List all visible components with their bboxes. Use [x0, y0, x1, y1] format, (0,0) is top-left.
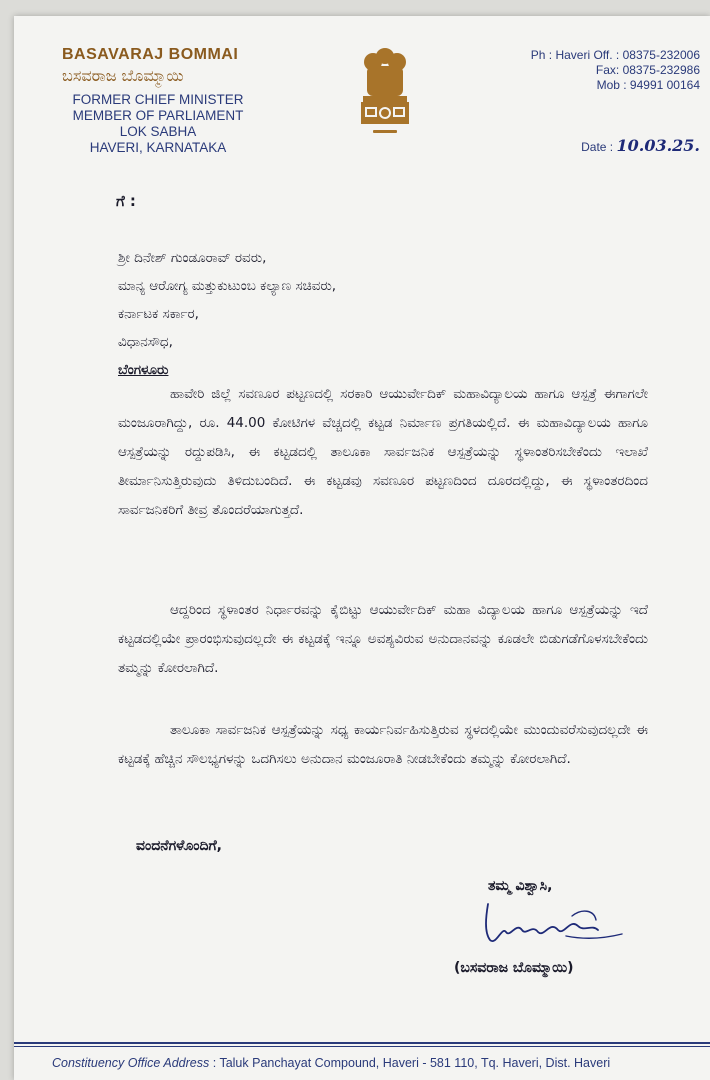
state-emblem-icon — [349, 44, 421, 144]
letter-sheet — [14, 16, 710, 1080]
address-line: ಶ್ರೀ ದಿನೇಶ್ ಗುಂಡೂರಾವ್ ರವರು, — [118, 250, 267, 266]
yours-faithfully: ತಮ್ಮ ವಿಶ್ವಾಸಿ, — [488, 878, 553, 894]
body-paragraph-3: ತಾಲೂಕಾ ಸಾರ್ವಜನಿಕ ಆಸ್ಪತ್ರೆಯನ್ನು ಸಧ್ಯ ಕಾರ್ಯನಿರ್ವಹಿಸುತ್ತಿರುವ ಸ್ಥಳದಲ್ಲಿಯೇ ಮುಂದುವರೆಸುವುದಲ್ಲದೇ ಈ ಕಟ್ಟಡಕ್ಕೆ ಹೆಚ್ಚಿನ ಸೌಲಭ್ಯಗಳನ್ನು ಒದಗಿಸಲು ಅನುದಾನ ಮಂಜೂರಾತಿ ನೀಡಬೇಕೆಂದು ತಮ್ಮನ್ನು ಕೋರಲಾಗಿದೆ. — [118, 722, 648, 767]
recipient-label: ಗೆ : — [116, 192, 136, 210]
address-line: ಮಾನ್ಯ ಆರೋಗ್ಯ ಮತ್ತುಕುಟುಂಬ ಕಲ್ಯಾಣ ಸಚಿವರು, — [118, 278, 337, 294]
contact-mobile: Mob : 94991 00164 — [596, 78, 700, 92]
letterhead-name-english: BASAVARAJ BOMMAI — [62, 46, 239, 63]
designation-line: HAVERI, KARNATAKA — [89, 140, 227, 155]
body-paragraph-2: ಆದ್ದರಿಂದ ಸ್ಥಳಾಂತರ ನಿರ್ಧಾರವನ್ನು ಕೈಬಿಟ್ಟು ಆಯುರ್ವೇದಿಕ್ ಮಹಾ ವಿದ್ಯಾಲಯ ಹಾಗೂ ಆಸ್ಪತ್ರೆಯನ್ನು ಇದೆ ಕಟ್ಟಡದಲ್ಲಿಯೇ ಪ್ರಾರಂಭಿಸುವುದಲ್ಲದೇ ಈ ಕಟ್ಟಡಕ್ಕೆ ಇನ್ನೂ ಅವಶ್ಯವಿರುವ ಅನುದಾನವನ್ನು ಕೂಡಲೇ ಬಿಡುಗಡೆಗೊಳಸಬೇಕೆಂದು ತಮ್ಮನ್ನು ಕೋರಲಾಗಿದೆ. — [118, 602, 648, 676]
designation-line: MEMBER OF PARLIAMENT — [72, 108, 244, 123]
designation-line: FORMER CHIEF MINISTER — [72, 92, 244, 107]
footer-label: Constituency Office Address — [52, 1056, 210, 1070]
recipient-address — [118, 244, 336, 384]
address-line: ಕರ್ನಾಟಕ ಸರ್ಕಾರ, — [118, 306, 199, 322]
footer-divider — [14, 1042, 710, 1044]
body-paragraph-1: ಹಾವೇರಿ ಜಿಲ್ಲೆ ಸವಣೂರ ಪಟ್ಟಣದಲ್ಲಿ ಸರಕಾರಿ ಆಯುರ್ವೇದಿಕ್ ಮಹಾವಿದ್ಯಾಲಯ ಹಾಗೂ ಆಸ್ಪತ್ರೆ ಈಗಾಗಲೇ ಮಂಜೂರಾಗಿದ್ದು, ರೂ. 44.00 ಕೋಟಿಗಳ ವೆಚ್ಚದಲ್ಲಿ ಕಟ್ಟಡ ನಿರ್ಮಾಣ ಪ್ರಗತಿಯಲ್ಲಿದೆ. ಈ ಮಹಾವಿದ್ಯಾಲಯ ಹಾಗೂ ಆಸ್ಪತ್ರೆಯನ್ನು ರದ್ದುಪಡಿಸಿ, ಈ ಕಟ್ಟಡದಲ್ಲಿ ತಾಲೂಕಾ ಸಾರ್ವಜನಿಕ ಆಸ್ಪತ್ರೆಯನ್ನು ಸ್ಥಳಾಂತರಿಸಬೇಕೆಂದು ಇಲಾಖೆ ತೀರ್ಮಾನಿಸುತ್ತಿರುವುದು ತಿಳಿದುಬಂದಿದೆ. ಈ ಕಟ್ಟಡವು ಸವಣೂರ ಪಟ್ಟಣದಿಂದ ದೂರದಲ್ಲಿದ್ದು, ಈ ಸ್ಥಳಾಂತರದಿಂದ ಸಾರ್ವಜನಿಕರಿಗೆ ತೀವ್ರ ತೊಂದರೆಯಾಗುತ್ತದೆ. — [118, 386, 648, 518]
letterhead-designation — [58, 92, 258, 156]
designation-line: LOK SABHA — [119, 124, 197, 139]
date-row — [581, 136, 700, 155]
date-value: 10.03.25. — [616, 136, 700, 155]
signer-name: (ಬಸವರಾಜ ಬೊಮ್ಮಾಯಿ) — [454, 960, 574, 976]
footer-divider — [14, 1046, 710, 1047]
contact-phone: Ph : Haveri Off. : 08375-232006 — [530, 48, 700, 62]
address-city: ಬೆಂಗಳೂರು — [118, 362, 169, 378]
footer-address-text: : Taluk Panchayat Compound, Haveri - 581 110, Tq. Haveri, Dist. Haveri — [212, 1056, 611, 1070]
signature-mark — [466, 896, 626, 956]
date-label: Date : — [581, 140, 614, 154]
letterhead-name-kannada: ಬಸವರಾಜ ಬೊಮ್ಮಾಯಿ — [62, 66, 184, 85]
address-line: ವಿಧಾನಸೌಧ, — [118, 334, 173, 350]
closing-salutation: ವಂದನೆಗಳೊಂದಿಗೆ, — [136, 838, 222, 854]
contact-fax: Fax: 08375-232986 — [595, 63, 700, 77]
footer-address — [52, 1056, 610, 1070]
letterhead-contacts — [531, 48, 700, 93]
